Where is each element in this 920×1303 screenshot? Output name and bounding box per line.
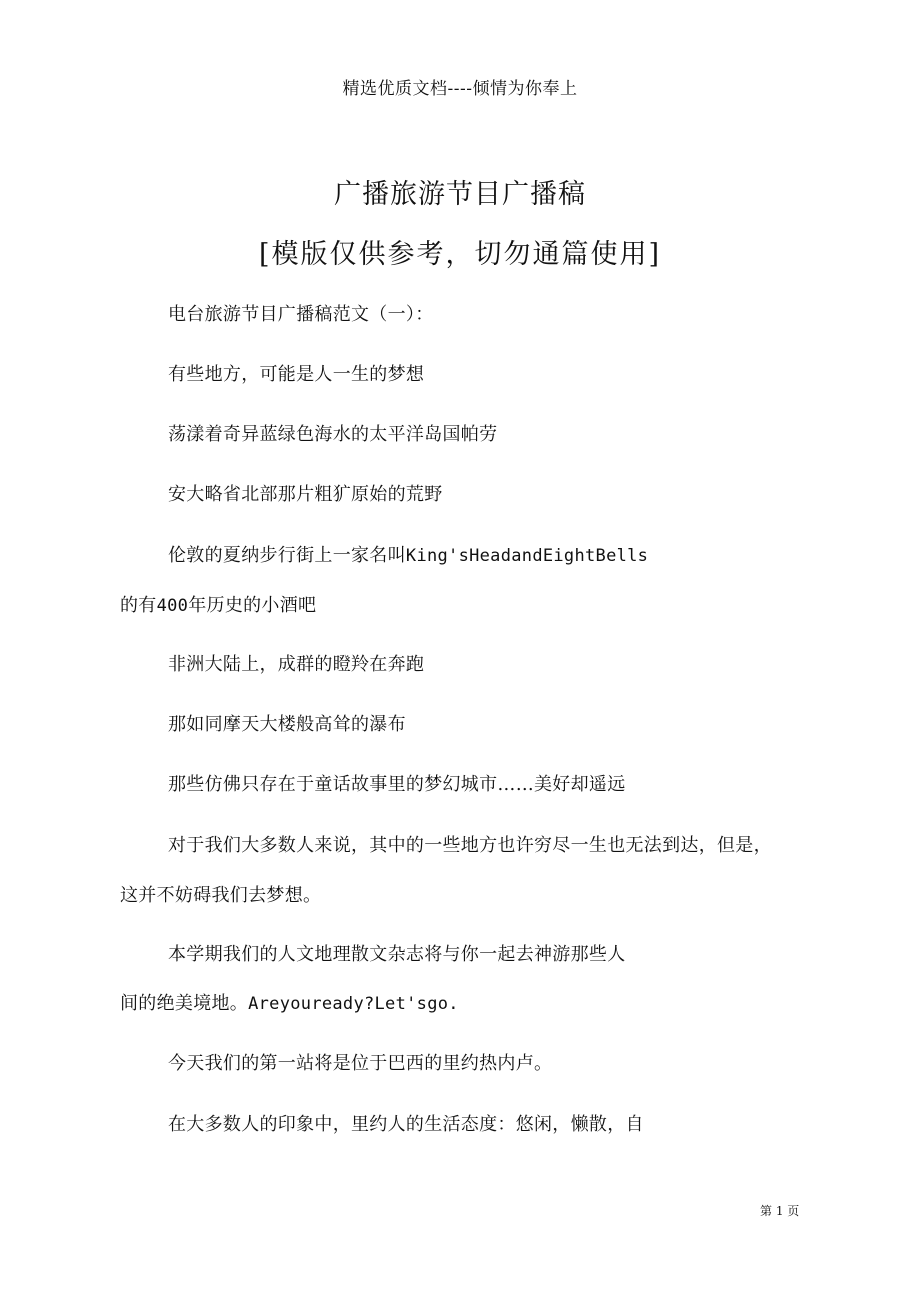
paragraph-11: 今天我们的第一站将是位于巴西的里约热内卢。 bbox=[168, 1053, 553, 1074]
paragraph-5-text-c: 的有 bbox=[120, 595, 157, 616]
page-number: 第 1 页 bbox=[760, 1204, 800, 1218]
paragraph-2: 有些地方，可能是人一生的梦想 bbox=[168, 364, 425, 385]
paragraph-9-line-2: 这并不妨碍我们去梦想。 bbox=[120, 885, 322, 906]
pub-name: King'sHeadandEightBells bbox=[405, 546, 649, 566]
paragraph-12: 在大多数人的印象中，里约人的生活态度：悠闲，懒散，自 bbox=[168, 1114, 644, 1135]
paragraph-7: 那如同摩天大楼般高耸的瀑布 bbox=[168, 714, 406, 735]
paragraph-10-text-b: 间的绝美境地。 bbox=[120, 993, 249, 1014]
paragraph-5-text-e: 年历史的小酒吧 bbox=[188, 595, 317, 616]
paragraph-6: 非洲大陆上，成群的瞪羚在奔跑 bbox=[168, 654, 425, 675]
paragraph-9-line-1: 对于我们大多数人来说，其中的一些地方也许穷尽一生也无法到达，但是， bbox=[168, 835, 772, 856]
paragraph-10-line-2 bbox=[120, 989, 459, 1015]
paragraph-5-line-2 bbox=[120, 591, 316, 617]
page-header: 精选优质文档----倾情为你奉上 bbox=[342, 79, 578, 99]
paragraph-10-line-1: 本学期我们的人文地理散文杂志将与你一起去神游那些人 bbox=[168, 944, 626, 965]
year-count: 400 bbox=[156, 596, 189, 616]
english-phrase: Areyouready?Let'sgo. bbox=[248, 994, 459, 1014]
paragraph-1: 电台旅游节目广播稿范文（一）： bbox=[168, 304, 434, 325]
document-subtitle: [模版仅供参考，切勿通篇使用] bbox=[258, 239, 662, 270]
document-title: 广播旅游节目广播稿 bbox=[334, 179, 586, 210]
paragraph-5-line-1 bbox=[168, 541, 648, 567]
paragraph-3: 荡漾着奇异蓝绿色海水的太平洋岛国帕劳 bbox=[168, 424, 498, 445]
paragraph-4: 安大略省北部那片粗犷原始的荒野 bbox=[168, 484, 443, 505]
paragraph-5-text-a: 伦敦的夏纳步行街上一家名叫 bbox=[168, 545, 406, 566]
paragraph-8: 那些仿佛只存在于童话故事里的梦幻城市……美好却遥远 bbox=[168, 774, 626, 795]
